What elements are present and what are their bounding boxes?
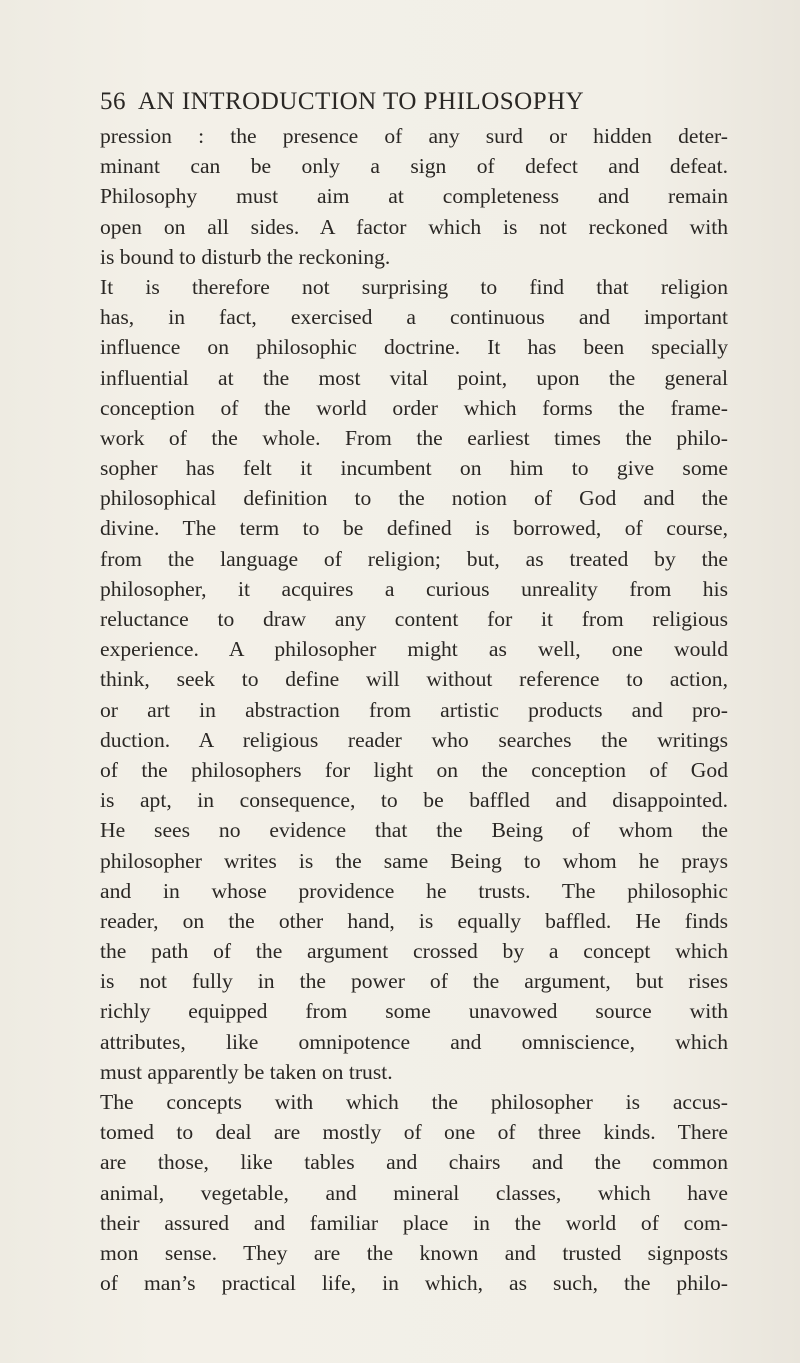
body-text [100, 121, 728, 1298]
text-line: is apt, in consequence, to be baffled and disappointed. [100, 788, 728, 813]
page-number: 56 [100, 88, 126, 115]
text-line: must apparently be taken on trust. [100, 1059, 393, 1084]
text-line: tomed to deal are mostly of one of three kinds. There [100, 1120, 728, 1145]
text-line: of the philosophers for light on the conception of God [100, 757, 728, 782]
text-line: open on all sides. A factor which is not reckoned with [100, 214, 728, 239]
text-line: their assured and familiar place in the world of com- [100, 1210, 728, 1235]
text-line: sopher has felt it incumbent on him to give some [100, 456, 728, 481]
text-line: philosopher writes is the same Being to whom he prays [100, 848, 728, 873]
text-line: It is therefore not surprising to find that religion [100, 274, 728, 299]
text-line: philosopher, it acquires a curious unreality from his [100, 576, 728, 601]
text-line: work of the whole. From the earliest times the philo- [100, 425, 728, 450]
text-line: influential at the most vital point, upon the general [100, 365, 728, 390]
text-line: richly equipped from some unavowed source with [100, 999, 728, 1024]
text-line: are those, like tables and chairs and the common [100, 1150, 728, 1175]
text-line: reader, on the other hand, is equally baffled. He finds [100, 908, 728, 933]
running-title: AN INTRODUCTION TO PHILOSOPHY [138, 88, 585, 115]
text-line: the path of the argument crossed by a concept which [100, 939, 728, 964]
text-line: is not fully in the power of the argument, but rises [100, 969, 728, 994]
text-line: reluctance to draw any content for it from religious [100, 607, 728, 631]
text-line: pression : the presence of any surd or hidden deter- [100, 124, 728, 148]
text-line: minant can be only a sign of defect and defeat. [100, 154, 728, 179]
text-line: from the language of religion; but, as treated by the [100, 546, 728, 571]
text-line: philosophical definition to the notion of God and the [100, 486, 728, 511]
text-line: He sees no evidence that the Being of whom the [100, 818, 728, 843]
text-line: conception of the world order which forms the frame- [100, 395, 728, 420]
running-header [100, 88, 740, 122]
text-line: Philosophy must aim at completeness and remain [100, 184, 728, 209]
text-line: influence on philosophic doctrine. It has been specially [100, 335, 728, 360]
text-line: and in whose providence he trusts. The philosophic [100, 878, 728, 903]
text-line: duction. A religious reader who searches the writings [100, 727, 728, 752]
text-line: think, seek to define will without reference to action, [100, 667, 728, 692]
text-line: of man’s practical life, in which, as such, the philo- [100, 1271, 728, 1296]
text-line: attributes, like omnipotence and omniscience, which [100, 1029, 728, 1054]
text-line: mon sense. They are the known and trusted signposts [100, 1240, 728, 1265]
text-line: experience. A philosopher might as well, one would [100, 637, 728, 662]
text-line: animal, vegetable, and mineral classes, which have [100, 1180, 728, 1205]
text-line: has, in fact, exercised a continuous and important [100, 305, 728, 330]
text-line: or art in abstraction from artistic products and pro- [100, 697, 728, 722]
text-line: The concepts with which the philosopher is accus- [100, 1090, 728, 1114]
text-line: is bound to disturb the reckoning. [100, 244, 391, 269]
text-line: divine. The term to be defined is borrowed, of course, [100, 516, 728, 541]
